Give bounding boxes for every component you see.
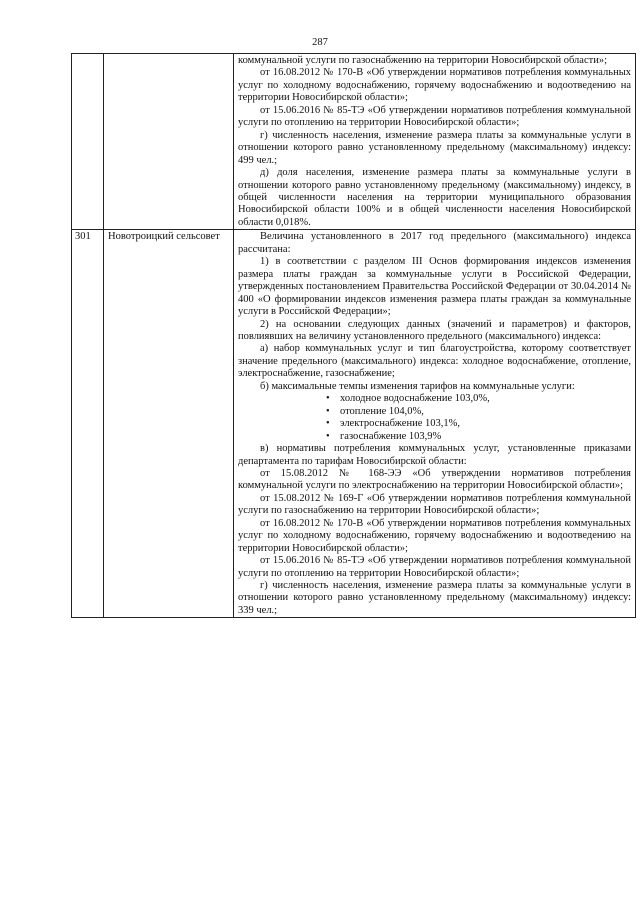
paragraph: коммунальной услуги по газоснабжению на территории Новосибирской области»; [238,55,607,66]
list-item: • отопление 104,0%, [326,406,631,418]
row-number-cell: 301 [72,230,104,618]
index-table [71,53,636,618]
paragraph: Величина установленного в 2017 год предельного (максимального) индекса рассчитана: [238,231,631,255]
description-cell [234,54,636,230]
paragraph: от 15.08.2012 № 169-Г «Об утверждении нормативов потребления коммунальной услуги по газоснабжению на территории Новосибирской области»; [238,492,631,517]
paragraph: от 16.08.2012 № 170-В «Об утверждении нормативов потребления коммунальных услуг по холодному водоснабжению, горячему водоснабжению и водоотведению на территории Новосибирской области»; [238,67,631,104]
list-item: • газоснабжение 103,9% [326,431,631,443]
paragraph: от 16.08.2012 № 170-В «Об утверждении нормативов потребления коммунальных услуг по холодному водоснабжению, горячему водоснабжению и водоотведению на территории Новосибирской области»; [238,517,631,554]
paragraph: 2) на основании следующих данных (значений и параметров) и факторов, повлиявших на величину установленного предельного (максимального) индекса: [238,318,631,342]
paragraph: д) доля населения, изменение размера платы за коммунальные услуги в отношении которого равно установленному предельному (максимальному) индексу, в общей численности населения на территории муниципального образования Новосибирской области 100% и в общей численности населения Новосибирской области 0,018%. [238,167,631,228]
paragraph: в) нормативы потребления коммунальных услуг, установленные приказами департамента по тарифам Новосибирской области: [238,443,631,467]
description-cell [234,230,636,618]
paragraph: 1) в соответствии с разделом III Основ формирования индексов изменения размера платы граждан за коммунальные услуги в Российской Федерации, утвержденных постановлением Правительства Российской Федерации от 30.04.2014 № 400 «О формировании индексов изменения размера платы граждан за коммунальные услуги в Российской Федерации»; [238,256,631,318]
list-item: • электроснабжение 103,1%, [326,418,631,430]
page-number: 287 [312,37,328,48]
table-row [72,54,636,230]
paragraph: от 15.06.2016 № 85-ТЭ «Об утверждении нормативов потребления коммунальной услуги по отоплению на территории Новосибирской области»; [238,104,631,129]
paragraph: от 15.08.2012 № 168-ЭЭ «Об утверждении нормативов потребления коммунальной услуги по электроснабжению на территории Новосибирской области»; [238,467,631,492]
paragraph: от 15.06.2016 № 85-ТЭ «Об утверждении нормативов потребления коммунальной услуги по отоплению на территории Новосибирской области»; [238,555,631,579]
list-item: • холодное водоснабжение 103,0%, [326,393,631,405]
paragraph: а) набор коммунальных услуг и тип благоустройства, которому соответствует значение предельного (максимального) индекса: холодное водоснабжение, отопление, электроснабжение, газоснабжение; [238,343,631,380]
row-number-cell [72,54,104,230]
municipality-cell: Новотроицкий сельсовет [104,230,234,618]
municipality-cell [104,54,234,230]
paragraph: г) численность населения, изменение размера платы за коммунальные услуги в отношении которого равно установленному предельному (максимальному) индексу: 499 чел.; [238,129,631,166]
paragraph: г) численность населения, изменение размера платы за коммунальные услуги в отношении которого равно установленному предельному (максимальному) индексу: 339 чел.; [238,580,631,616]
table-row [72,230,636,618]
paragraph: б) максимальные темпы изменения тарифов на коммунальные услуги: [260,380,575,392]
tariff-list [238,393,631,443]
